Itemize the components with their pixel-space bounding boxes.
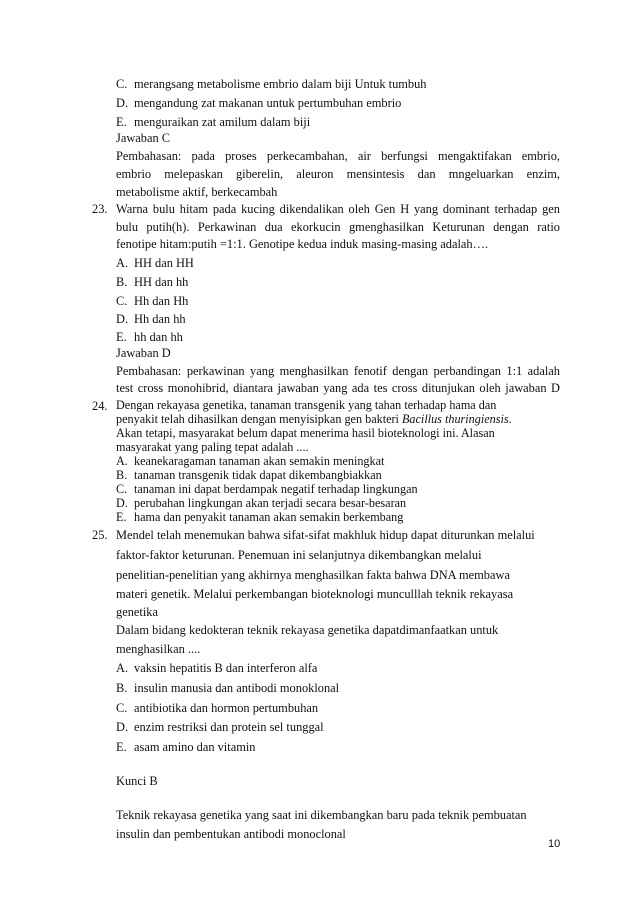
page-number: 10 (548, 838, 561, 850)
q22-option-d: D. mengandung zat makanan untuk pertumbuhan embrio (116, 96, 402, 110)
q25-option-e: E. asam amino dan vitamin (116, 740, 256, 754)
q23-option-c: C. Hh dan Hh (116, 294, 189, 308)
q24-question-line-2: penyakit telah dihasilkan dengan menyisipkan gen bakteri Bacillus thuringiensis. (116, 412, 512, 426)
q22-option-c: C. merangsang metabolisme embrio dalam biji Untuk tumbuh (116, 77, 427, 91)
q25-question-line-1: Mendel telah menemukan bahwa sifat-sifat makhluk hidup dapat diturunkan melalui (116, 528, 535, 542)
q25-number: 25. (92, 528, 108, 542)
q24-option-e: E. hama dan penyakit tanaman akan semakin berkembang (116, 510, 404, 524)
q24-option-d: D. perubahan lingkungan akan terjadi secara besar-besaran (116, 496, 407, 510)
q23-option-d: D. Hh dan hh (116, 312, 186, 326)
q25-question-line-5: genetika (116, 605, 158, 619)
q22-explanation-line-2: embrio melepaskan giberelin, aleuron mensintesis dan mngeluarkan enzim, (116, 167, 560, 181)
q24-question-line-4: masyarakat yang paling tepat adalah .... (116, 440, 309, 454)
q24-option-c: C. tanaman ini dapat berdampak negatif terhadap lingkungan (116, 482, 418, 496)
q25-question-line-7: menghasilkan .... (116, 642, 201, 656)
q23-question-line-1: Warna bulu hitam pada kucing dikendalikan oleh Gen H yang dominant terhadap gen (116, 202, 560, 216)
q23-option-b: B. HH dan hh (116, 275, 189, 289)
q25-question-line-6: Dalam bidang kedokteran teknik rekayasa genetika dapatdimanfaatkan untuk (116, 623, 499, 637)
q25-explanation-line-1: Teknik rekayasa genetika yang saat ini dikembangkan baru pada teknik pembuatan (116, 808, 527, 822)
q25-option-d: D. enzim restriksi dan protein sel tunggal (116, 720, 324, 734)
q25-option-c: C. antibiotika dan hormon pertumbuhan (116, 701, 319, 715)
q25-explanation-line-2: insulin dan pembentukan antibodi monoclonal (116, 827, 346, 841)
q23-number: 23. (92, 202, 108, 216)
q24-option-b: B. tanaman transgenik tidak dapat dikembangbiakkan (116, 468, 382, 482)
q22-answer: Jawaban C (116, 131, 171, 145)
q24-question-line-3: Akan tetapi, masyarakat belum dapat menerima hasil bioteknologi ini. Alasan (116, 426, 495, 440)
q25-option-b: B. insulin manusia dan antibodi monoklonal (116, 681, 340, 695)
q24-question-line-1: Dengan rekayasa genetika, tanaman transgenik yang tahan terhadap hama dan (116, 398, 497, 412)
q22-option-e: E. menguraikan zat amilum dalam biji (116, 115, 311, 129)
q23-option-a: A. HH dan HH (116, 256, 194, 270)
q23-option-e: E. hh dan hh (116, 330, 183, 344)
q22-explanation-line-3: metabolisme aktif, berkecambah (116, 185, 278, 199)
q23-answer: Jawaban D (116, 346, 171, 360)
q23-question-line-2: bulu putih(h). Perkawinan dua ekorkucin gmenghasilkan Keturunan dengan ratio (116, 220, 560, 234)
q25-question-line-3: penelitian-penelitian yang akhirnya menghasilkan fakta bahwa DNA membawa (116, 568, 510, 582)
q25-answer-key: Kunci B (116, 774, 158, 788)
q22-explanation-line-1: Pembahasan: pada proses perkecambahan, air berfungsi mengaktifakan embrio, (116, 149, 560, 163)
q24-option-a: A. keanekaragaman tanaman akan semakin meningkat (116, 454, 385, 468)
q25-option-a: A. vaksin hepatitis B dan interferon alfa (116, 661, 318, 675)
q25-question-line-2: faktor-faktor keturunan. Penemuan ini selanjutnya dikembangkan melalui (116, 548, 482, 562)
q23-question-line-3: fenotipe hitam:putih =1:1. Genotipe kedua induk masing-masing adalah…. (116, 237, 489, 251)
q23-explanation-line-2: test cross monohibrid, diantara jawaban yang ada tes cross ditunjukan oleh jawaban D (116, 381, 560, 395)
q23-explanation-line-1: Pembahasan: perkawinan yang menghasilkan fenotif dengan perbandingan 1:1 adalah (116, 364, 560, 378)
q24-number: 24. (92, 399, 108, 413)
q25-question-line-4: materi genetik. Melalui perkembangan bioteknologi munculllah teknik rekayasa (116, 587, 514, 601)
